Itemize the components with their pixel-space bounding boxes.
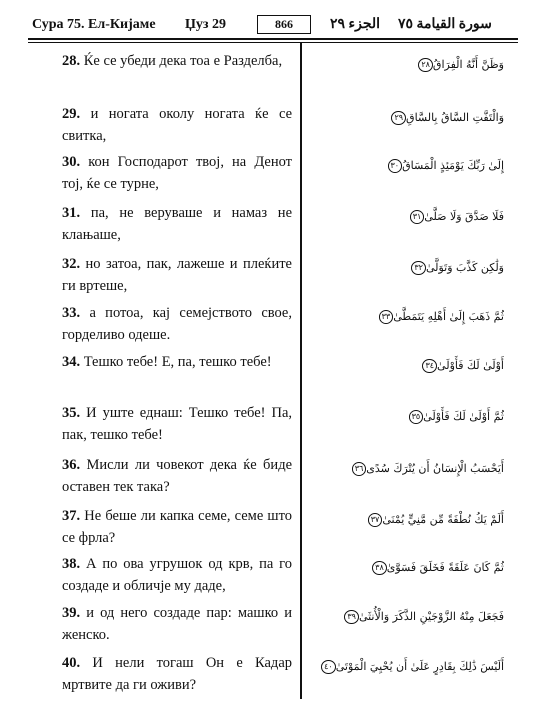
- verse-item: [0, 302, 540, 352]
- verse-text: кон Господарот твој, на Денот тој, ќе се турне,: [62, 154, 293, 192]
- verse-number: 29.: [62, 106, 81, 122]
- verse-translation: [62, 505, 292, 549]
- verse-item: [0, 454, 540, 504]
- verse-text: И нели тогаш Он е Кадар мртвите да ги оживи?: [62, 655, 293, 693]
- verse-text: но затоа, пак, лажеше и плеќите ги вртеше,: [62, 256, 292, 294]
- ayah-marker-icon: ٣٨: [372, 561, 387, 575]
- arabic-text: إِلَىٰ رَبِّكَ يَوْمَئِذٍ الْمَسَاقُ: [402, 159, 504, 172]
- verse-text: А по ова угрушок од крв, па го создаде и обличје му даде,: [62, 556, 293, 594]
- verse-translation: [62, 402, 292, 446]
- verse-arabic: [306, 253, 504, 283]
- verse-arabic: [306, 302, 504, 332]
- verse-item: [0, 652, 540, 702]
- verse-number: 28.: [62, 53, 81, 69]
- verse-arabic: [306, 505, 504, 535]
- verse-arabic: [306, 50, 504, 80]
- arabic-text: فَلَا صَدَّقَ وَلَا صَلَّىٰ: [424, 210, 504, 223]
- verse-arabic: [306, 151, 504, 181]
- arabic-text: وَالْتَفَّتِ السَّاقُ بِالسَّاقِ: [406, 111, 504, 124]
- verse-number: 37.: [62, 508, 81, 524]
- verse-text: И уште еднаш: Тешко тебе! Па, пак, тешко тебе!: [62, 405, 293, 443]
- ayah-marker-icon: ٣٧: [368, 513, 383, 527]
- verse-translation: [62, 302, 292, 346]
- verse-item: [0, 151, 540, 201]
- verse-item: [0, 50, 540, 100]
- verse-translation: [62, 652, 292, 696]
- verse-number: 30.: [62, 154, 81, 170]
- verse-arabic: [306, 103, 504, 133]
- arabic-text: أَيَحْسَبُ الْإِنسَانُ أَن يُتْرَكَ سُدًى: [366, 462, 504, 475]
- ayah-marker-icon: ٣٠: [388, 159, 403, 173]
- ayah-marker-icon: ٣٥: [409, 410, 424, 424]
- verse-item: [0, 402, 540, 452]
- verse-item: [0, 602, 540, 652]
- ayah-marker-icon: ٢٩: [391, 111, 406, 125]
- verse-arabic: [306, 553, 504, 583]
- verse-arabic: [306, 602, 504, 632]
- verse-number: 40.: [62, 655, 81, 671]
- verse-number: 36.: [62, 457, 81, 473]
- ayah-marker-icon: ٣١: [410, 210, 425, 224]
- verse-text: Ќе се убеди дека тоа е Разделба,: [83, 53, 283, 69]
- verse-arabic: [306, 402, 504, 432]
- verse-text: па, не веруваше и намаз не клањаше,: [62, 205, 293, 243]
- arabic-text: ثُمَّ كَانَ عَلَقَةً فَخَلَقَ فَسَوَّىٰ: [386, 561, 504, 574]
- header-juz: Џуз 29: [185, 17, 227, 32]
- arabic-text: أَلَيْسَ ذَٰلِكَ بِقَادِرٍ عَلَىٰ أَن يُحْيِيَ الْمَوْتَىٰ: [335, 660, 504, 673]
- verse-item: [0, 553, 540, 603]
- page-number-box: 866: [257, 15, 311, 34]
- header-rule-thin: [28, 42, 518, 43]
- verse-translation: [62, 151, 292, 195]
- verse-translation: [62, 103, 292, 147]
- verse-translation: [62, 253, 292, 297]
- arabic-text: فَجَعَلَ مِنْهُ الزَّوْجَيْنِ الذَّكَرَ وَالْأُنثَىٰ: [358, 610, 504, 623]
- ayah-marker-icon: ٣٢: [411, 261, 426, 275]
- verse-text: Тешко тебе! Е, па, тешко тебе!: [83, 354, 272, 370]
- verse-text: и ногата околу ногата ќе се свитка,: [62, 106, 293, 144]
- arabic-text: أَلَمْ يَكُ نُطْفَةً مِّن مَّنِيٍّ يُمْنَىٰ: [382, 513, 504, 526]
- ayah-marker-icon: ٤٠: [321, 660, 336, 674]
- arabic-text: وَظَنَّ أَنَّهُ الْفِرَاقُ: [432, 58, 504, 71]
- header-rule-thick: [28, 38, 518, 40]
- verse-translation: [62, 553, 292, 597]
- verse-number: 32.: [62, 256, 81, 272]
- verse-translation: [62, 602, 292, 646]
- verse-arabic: [306, 454, 504, 484]
- verse-number: 35.: [62, 405, 81, 421]
- header-arabic-surah: سورة القيامة ٧٥: [398, 17, 492, 32]
- header-arabic-juz: الجزء ٢٩: [330, 17, 381, 32]
- ayah-marker-icon: ٣٩: [344, 610, 359, 624]
- arabic-text: ثُمَّ ذَهَبَ إِلَىٰ أَهْلِهِ يَتَمَطَّىٰ: [393, 310, 504, 323]
- arabic-text: ثُمَّ أَوْلَىٰ لَكَ فَأَوْلَىٰ: [423, 410, 504, 423]
- verse-translation: [62, 50, 292, 72]
- verse-item: [0, 253, 540, 303]
- verse-text: и од него создаде пар: машко и женско.: [62, 605, 293, 643]
- verse-translation: [62, 351, 292, 373]
- verse-text: Не беше ли капка семе, семе што се фрла?: [62, 508, 292, 546]
- arabic-text: وَلَٰكِن كَذَّبَ وَتَوَلَّىٰ: [425, 261, 504, 274]
- verse-translation: [62, 454, 292, 498]
- verse-item: [0, 202, 540, 252]
- verse-number: 38.: [62, 556, 81, 572]
- verse-item: [0, 505, 540, 555]
- verse-item: [0, 351, 540, 401]
- verse-text: а потоа, кај семејството свое, горделиво одеше.: [62, 305, 292, 343]
- ayah-marker-icon: ٣٣: [379, 310, 394, 324]
- verse-item: [0, 103, 540, 153]
- verse-arabic: [306, 652, 504, 682]
- verse-arabic: [306, 202, 504, 232]
- arabic-text: أَوْلَىٰ لَكَ فَأَوْلَىٰ: [437, 359, 504, 372]
- header-surah-title: Сура 75. Ел-Кијаме: [32, 17, 156, 32]
- ayah-marker-icon: ٢٨: [418, 58, 433, 72]
- verse-arabic: [306, 351, 504, 381]
- ayah-marker-icon: ٣٦: [352, 462, 367, 476]
- verse-number: 34.: [62, 354, 81, 370]
- verse-number: 39.: [62, 605, 81, 621]
- verse-translation: [62, 202, 292, 246]
- verse-number: 33.: [62, 305, 81, 321]
- ayah-marker-icon: ٣٤: [422, 359, 437, 373]
- verse-number: 31.: [62, 205, 81, 221]
- verse-text: Мисли ли човекот дека ќе биде оставен тек така?: [62, 457, 293, 495]
